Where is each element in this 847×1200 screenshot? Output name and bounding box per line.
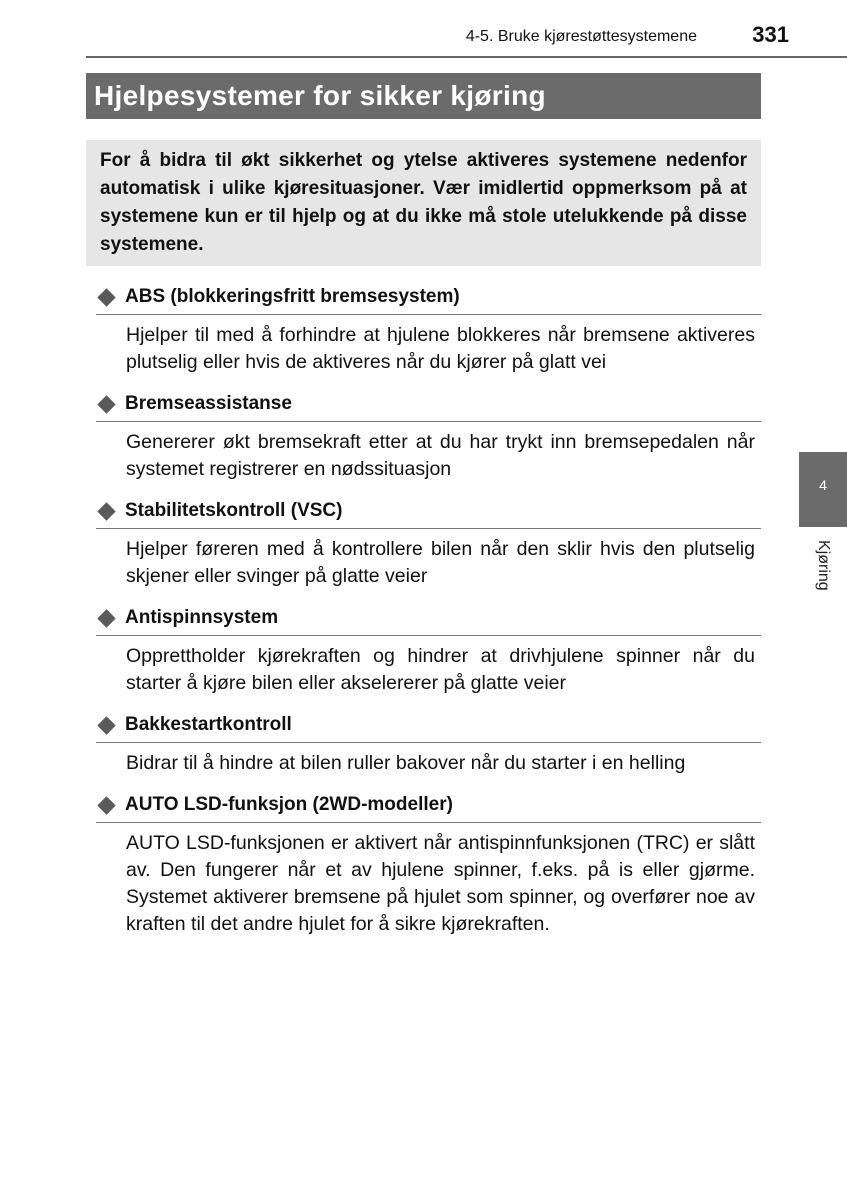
- diamond-icon: [97, 796, 115, 814]
- section-title: AUTO LSD-funksjon (2WD-modeller): [125, 794, 453, 815]
- diamond-icon: [97, 288, 115, 306]
- section-body: Opprettholder kjørekraften og hindrer at drivhjulene spinner når du starter å kjøre bilen eller akselererer på glatte veier: [126, 645, 755, 694]
- intro-box: [86, 140, 761, 266]
- section-title: Stabilitetskontroll (VSC): [125, 500, 343, 521]
- diamond-icon: [97, 502, 115, 520]
- section-heading: [96, 601, 761, 636]
- section-body: Hjelper til med å forhindre at hjulene blokkeres når bremsene aktiveres plutselig eller hvis de aktiveres når du kjører på glatt vei: [126, 324, 755, 373]
- section-traction-control: [96, 601, 761, 708]
- section-title: ABS (blokkeringsfritt bremsesystem): [125, 286, 460, 307]
- section-title: Bremseassistanse: [125, 393, 292, 414]
- chapter-tab: 4: [799, 452, 847, 527]
- diamond-icon: [97, 716, 115, 734]
- section-heading: [96, 280, 761, 315]
- section-vsc: [96, 494, 761, 601]
- header-section-label: 4-5. Bruke kjørestøttesystemene: [465, 28, 697, 45]
- page-number: 331: [752, 22, 789, 47]
- diamond-icon: [97, 395, 115, 413]
- chapter-name: Kjøring: [815, 540, 832, 591]
- header-divider: [86, 56, 847, 58]
- section-abs: [96, 280, 761, 387]
- section-body: AUTO LSD-funksjonen er aktivert når antispinnfunksjonen (TRC) er slått av. Den fungerer når et av hjulene spinner, f.eks. på is eller gjørme. Systemet aktiverer bremsene på hjulet som spinner, og overfører noe av kraften til det andre hjulet for å sikre kjørekraften.: [126, 832, 755, 935]
- section-body: Genererer økt bremsekraft etter at du har trykt inn bremsepedalen når systemet registrerer en nødssituasjon: [126, 431, 755, 480]
- intro-text: For å bidra til økt sikkerhet og ytelse aktiveres systemene nedenfor automatisk i ulike kjøresituasjoner. Vær imidlertid oppmerksom på at systemene kun er til hjelp og at du ikke må stole utelukkende på disse systemene.: [100, 150, 747, 255]
- section-body: Bidrar til å hindre at bilen ruller bakover når du starter i en helling: [126, 752, 686, 774]
- section-auto-lsd: [96, 788, 761, 949]
- section-title: Antispinnsystem: [125, 607, 279, 628]
- diamond-icon: [97, 609, 115, 627]
- section-title: Bakkestartkontroll: [125, 714, 292, 735]
- section-heading: [96, 708, 761, 743]
- section-heading: [96, 788, 761, 823]
- page-title: Hjelpesystemer for sikker kjøring: [86, 73, 761, 119]
- section-brake-assist: [96, 387, 761, 494]
- section-body: Hjelper føreren med å kontrollere bilen når den sklir hvis den plutselig skjener eller svinger på glatte veier: [126, 538, 755, 587]
- section-hill-start: [96, 708, 761, 788]
- section-heading: [96, 387, 761, 422]
- section-heading: [96, 494, 761, 529]
- feature-list: [96, 280, 761, 949]
